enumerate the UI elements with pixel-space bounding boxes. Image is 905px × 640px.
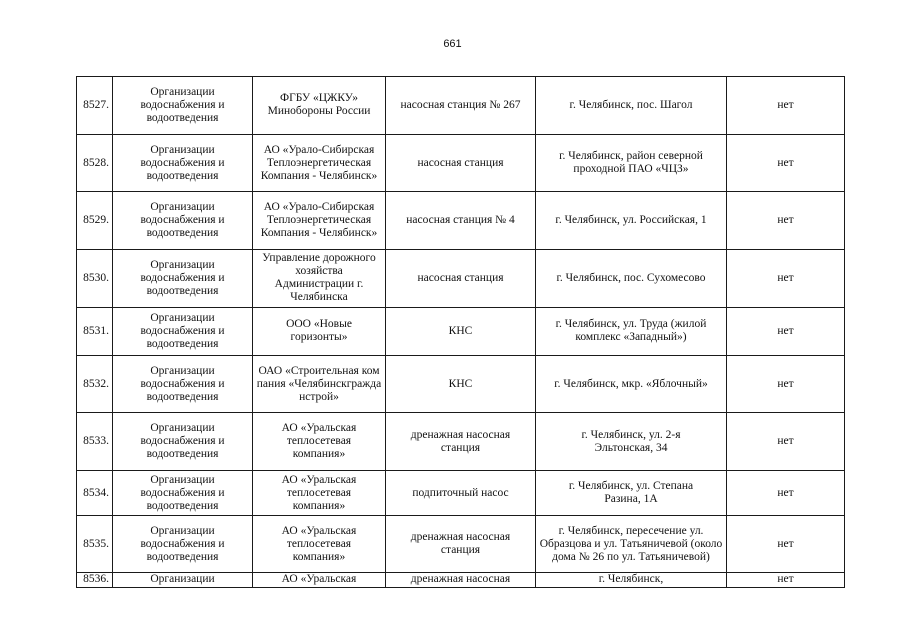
address-cell: г. Челябинск, пос. Шагол	[536, 77, 727, 135]
address-cell	[536, 134, 727, 192]
address-cell: г. Челябинск, мкр. «Яблочный»	[536, 355, 727, 413]
table-row	[77, 192, 845, 250]
owner-text: ФГБУ «ЦЖКУ» Минобороны России	[267, 92, 371, 118]
owner-cell	[253, 471, 386, 516]
category-text: Организации водоснабжения и водоотведения	[140, 85, 225, 124]
table-row	[77, 307, 845, 355]
category-cell	[113, 77, 253, 135]
category-text: Организации водоснабжения и водоотведения	[140, 473, 225, 512]
category-cell	[113, 516, 253, 573]
address-cell	[536, 471, 727, 516]
owner-text: АО «Уральская теплосетевая компания»	[281, 473, 357, 512]
table-row	[77, 471, 845, 516]
address-cell	[536, 307, 727, 355]
category-cell	[113, 250, 253, 308]
registry-table	[76, 76, 845, 588]
category-text: Организации водоснабжения и водоотведения	[140, 364, 225, 403]
category-text: Организации водоснабжения и водоотведения	[140, 258, 225, 297]
object-cell: КНС	[386, 307, 536, 355]
category-cell	[113, 192, 253, 250]
table-row	[77, 250, 845, 308]
object-cell: дренажная насосная	[386, 573, 536, 588]
category-cell	[113, 471, 253, 516]
category-text: Организации водоснабжения и водоотведения	[140, 311, 225, 350]
owner-cell	[253, 355, 386, 413]
object-cell: насосная станция	[386, 134, 536, 192]
category-text: Организации водоснабжения и водоотведения	[140, 143, 225, 182]
category-text: Организации водоснабжения и водоотведения	[140, 201, 225, 240]
category-text: Организации водоснабжения и водоотведения	[140, 422, 225, 461]
table-row	[77, 413, 845, 471]
row-number: 8530.	[77, 250, 113, 308]
address-text: г. Челябинск, ул. Труда (жилой комплекс «Западный»)	[555, 318, 707, 344]
table-row	[77, 573, 845, 588]
row-number: 8532.	[77, 355, 113, 413]
flag-cell: нет	[727, 516, 845, 573]
owner-cell	[253, 413, 386, 471]
table-row	[77, 77, 845, 135]
page-number: 661	[443, 38, 462, 50]
flag-cell: нет	[727, 250, 845, 308]
row-number: 8527.	[77, 77, 113, 135]
flag-cell: нет	[727, 77, 845, 135]
object-text: дренажная насосная станция	[410, 428, 511, 454]
row-number: 8529.	[77, 192, 113, 250]
object-cell	[386, 516, 536, 573]
row-number: 8535.	[77, 516, 113, 573]
object-cell: подпиточный насос	[386, 471, 536, 516]
category-cell	[113, 134, 253, 192]
object-text: дренажная насосная станция	[410, 531, 511, 557]
owner-cell	[253, 250, 386, 308]
flag-cell: нет	[727, 573, 845, 588]
address-cell: г. Челябинск, ул. Российская, 1	[536, 192, 727, 250]
address-cell: г. Челябинск,	[536, 573, 727, 588]
flag-cell: нет	[727, 413, 845, 471]
owner-text: ОАО «Строительная компания «Челябинскгражданстрой»	[256, 364, 382, 403]
address-cell	[536, 516, 727, 573]
owner-text: ООО «Новые горизонты»	[286, 318, 352, 344]
address-text: г. Челябинск, ул. 2-я Эльтонская, 34	[581, 428, 681, 454]
flag-cell: нет	[727, 134, 845, 192]
object-cell: насосная станция № 267	[386, 77, 536, 135]
owner-text: АО «Урало-Сибирская Теплоэнергетическая Компания - Челябинск»	[260, 201, 378, 240]
flag-cell: нет	[727, 355, 845, 413]
owner-cell	[253, 307, 386, 355]
category-cell: Организации	[113, 573, 253, 588]
row-number: 8528.	[77, 134, 113, 192]
row-number: 8534.	[77, 471, 113, 516]
flag-cell: нет	[727, 307, 845, 355]
category-cell	[113, 413, 253, 471]
address-text: г. Челябинск, ул. Степана Разина, 1А	[568, 480, 694, 506]
row-number: 8536.	[77, 573, 113, 588]
category-cell	[113, 307, 253, 355]
category-cell	[113, 355, 253, 413]
owner-cell	[253, 516, 386, 573]
row-number: 8531.	[77, 307, 113, 355]
address-cell	[536, 413, 727, 471]
object-cell: насосная станция	[386, 250, 536, 308]
object-cell: КНС	[386, 355, 536, 413]
owner-cell: АО «Уральская	[253, 573, 386, 588]
object-cell: насосная станция № 4	[386, 192, 536, 250]
table-row	[77, 134, 845, 192]
owner-cell	[253, 77, 386, 135]
row-number: 8533.	[77, 413, 113, 471]
owner-text: АО «Урало-Сибирская Теплоэнергетическая Компания - Челябинск»	[260, 143, 378, 182]
address-text: г. Челябинск, район северной проходной ПАО «ЧЦЗ»	[559, 150, 703, 176]
owner-text: АО «Уральская теплосетевая компания»	[281, 524, 357, 563]
address-text: г. Челябинск, пересечение ул. Образцова и ул. Татьяничевой (около дома № 26 по ул. Татьяничевой)	[539, 524, 723, 563]
table-row	[77, 516, 845, 573]
flag-cell: нет	[727, 192, 845, 250]
table-row	[77, 355, 845, 413]
address-cell: г. Челябинск, пос. Сухомесово	[536, 250, 727, 308]
owner-cell	[253, 134, 386, 192]
owner-text: АО «Уральская теплосетевая компания»	[281, 422, 357, 461]
object-cell	[386, 413, 536, 471]
category-text: Организации водоснабжения и водоотведения	[140, 524, 225, 563]
owner-cell	[253, 192, 386, 250]
owner-text: Управление дорожного хозяйства Администрации г. Челябинска	[262, 252, 376, 304]
flag-cell: нет	[727, 471, 845, 516]
